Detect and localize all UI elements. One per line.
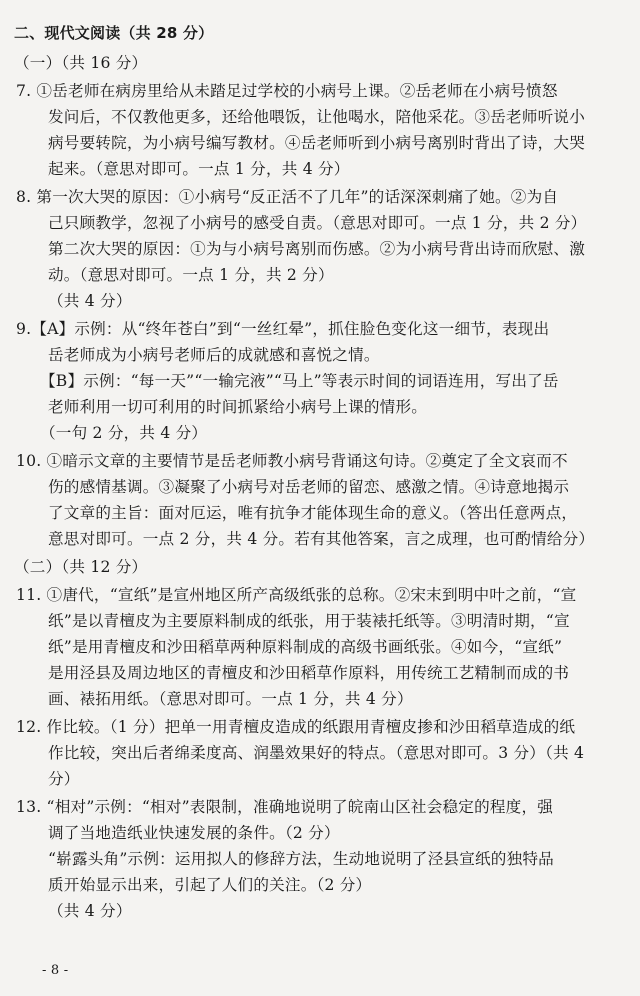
q13-line-3: “崭露头角”示例：运用拟人的修辞方法，生动地说明了泾县宣纸的独特品 xyxy=(48,850,554,868)
q7-line-2: 发问后，不仅教他更多，还给他喂饭，让他喝水，陪他采花。③岳老师听说小 xyxy=(48,108,585,126)
q8-line-2: 己只顾教学，忽视了小病号的感受自责。（意思对即可。一点 1 分，共 2 分） xyxy=(48,214,587,232)
q8-total: （共 4 分） xyxy=(48,292,132,310)
q10-line-3: 了文章的主旨：面对厄运，唯有抗争才能体现生命的意义。（答出任意两点， xyxy=(48,504,578,522)
q11-line-5: 画、裱拓用纸。（意思对即可。一点 1 分，共 4 分） xyxy=(48,690,413,708)
q7-line-3: 病号要转院，为小病号编写教材。④岳老师听到小病号离别时背出了诗，大哭 xyxy=(48,134,585,152)
q8-line-4: 动。（意思对即可。一点 1 分，共 2 分） xyxy=(48,266,334,284)
q13-total: （共 4 分） xyxy=(48,902,132,920)
q9-line-4: 老师利用一切可利用的时间抓紧给小病号上课的情形。 xyxy=(48,398,428,416)
q10-line-4: 意思对即可。一点 2 分，共 4 分。若有其他答案，言之成理，也可酌情给分） xyxy=(48,530,595,548)
q9-line-3: 【B】示例：“每一天”“一输完液”“马上”等表示时间的词语连用，写出了岳 xyxy=(40,372,559,390)
q9-line-1: 9.【A】示例：从“终年苍白”到“一丝红晕”，抓住脸色变化这一细节，表现出 xyxy=(16,320,550,338)
section-heading: 二、现代文阅读（共 28 分） xyxy=(14,24,214,42)
q8-line-3: 第二次大哭的原因：①为与小病号离别而伤感。②为小病号背出诗而欣慰、激 xyxy=(48,240,585,258)
q9-total: （一句 2 分，共 4 分） xyxy=(40,424,208,442)
q12-line-2: 作比较，突出后者绵柔度高、润墨效果好的特点。（意思对即可。3 分）（共 4 xyxy=(48,744,585,762)
q13-line-4: 质开始显示出来，引起了人们的关注。（2 分） xyxy=(48,876,372,894)
q7-line-1: 7. ①岳老师在病房里给从未踏足过学校的小病号上课。②岳老师在小病号愤怒 xyxy=(16,82,558,100)
page-number: - 8 - xyxy=(42,963,69,978)
q11-line-3: 纸”是用青檀皮和沙田稻草两种原料制成的高级书画纸张。④如今，“宣纸” xyxy=(48,638,563,656)
q10-line-2: 伤的感情基调。③凝聚了小病号对岳老师的留恋、感激之情。④诗意地揭示 xyxy=(48,478,570,496)
part1-heading: （一）（共 16 分） xyxy=(14,54,148,72)
q9-line-2: 岳老师成为小病号老师后的成就感和喜悦之情。 xyxy=(48,346,380,364)
q11-line-1: 11. ①唐代，“宣纸”是宣州地区所产高级纸张的总称。②宋末到明中叶之前，“宣 xyxy=(16,586,577,604)
q7-line-4: 起来。（意思对即可。一点 1 分，共 4 分） xyxy=(48,160,350,178)
q12-line-3: 分） xyxy=(48,770,80,788)
q11-line-2: 纸”是以青檀皮为主要原料制成的纸张，用于装裱托纸等。③明清时期，“宣 xyxy=(48,612,570,630)
q13-line-2: 调了当地造纸业快速发展的条件。（2 分） xyxy=(48,824,340,842)
q10-line-1: 10. ①暗示文章的主要情节是岳老师教小病号背诵这句诗。②奠定了全文哀而不 xyxy=(16,452,568,470)
part2-heading: （二）（共 12 分） xyxy=(14,558,148,576)
q13-line-1: 13. “相对”示例：“相对”表限制，准确地说明了皖南山区社会稳定的程度，强 xyxy=(16,798,554,816)
q8-line-1: 8. 第一次大哭的原因：①小病号“反正活不了几年”的话深深刺痛了她。②为自 xyxy=(16,188,559,206)
q12-line-1: 12. 作比较。（1 分）把单一用青檀皮造成的纸跟用青檀皮掺和沙田稻草造成的纸 xyxy=(16,718,576,736)
q11-line-4: 是用泾县及周边地区的青檀皮和沙田稻草作原料，用传统工艺精制而成的书 xyxy=(48,664,570,682)
